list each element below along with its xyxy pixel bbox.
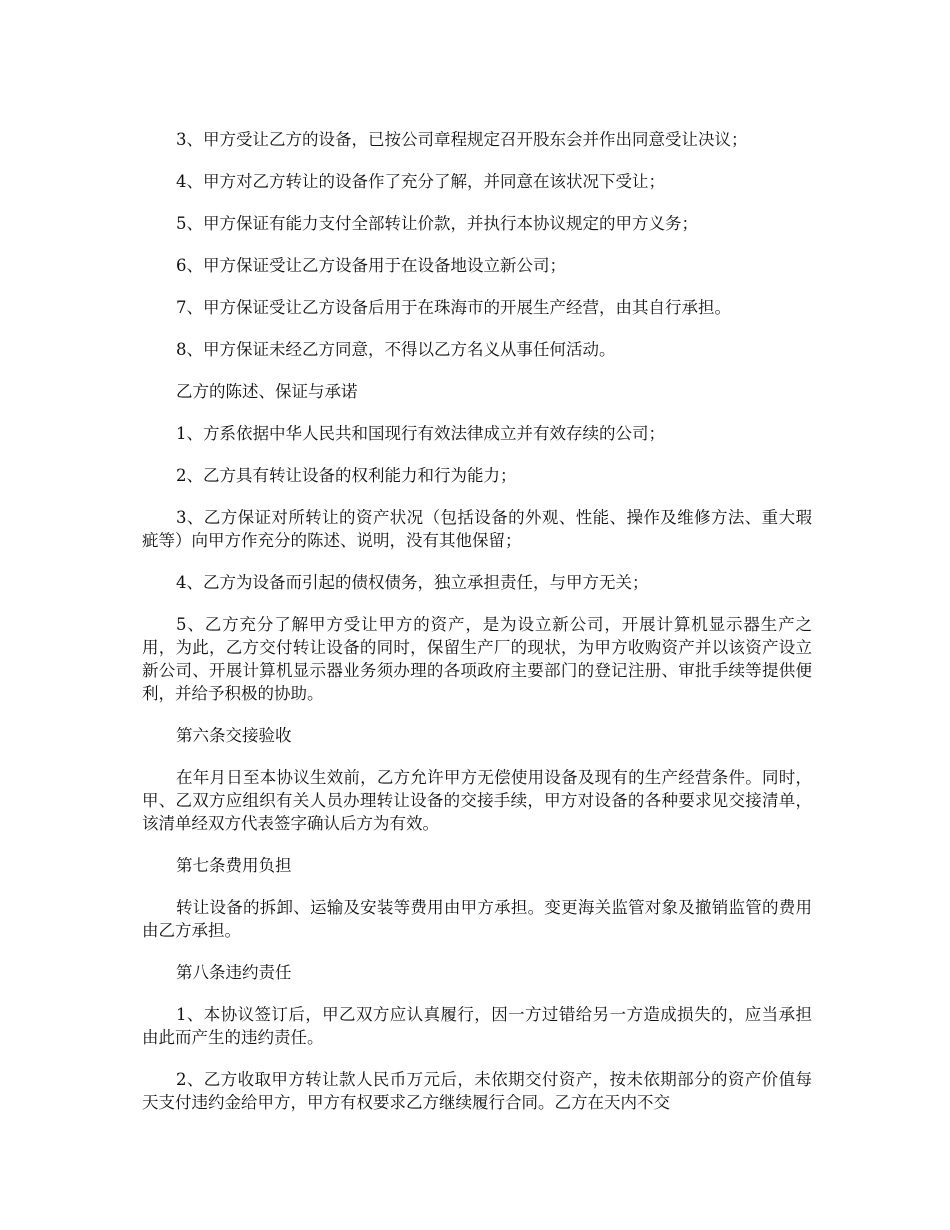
paragraph-10: 4、乙方为设备而引起的债权债务，独立承担责任，与甲方无关； — [176, 573, 649, 592]
paragraph-9: 3、乙方保证对所转让的资产状况（包括设备的外观、性能、操作及维修方法、重大瑕疵等）向甲方作充分的陈述、说明，没有其他保留； — [142, 508, 812, 550]
paragraph-4: 6、甲方保证受让乙方设备用于在设备地设立新公司； — [176, 256, 566, 275]
paragraph-6: 8、甲方保证未经乙方同意，不得以乙方名义从事任何活动。 — [176, 340, 616, 359]
article-8-heading: 第八条违约责任 — [176, 963, 292, 982]
paragraph-5: 7、甲方保证受让乙方设备后用于在珠海市的开展生产经营，由其自行承担。 — [176, 298, 731, 317]
paragraph-14: 1、本协议签订后，甲乙双方应认真履行，因一方过错给另一方造成损失的，应当承担由此而产生的违约责任。 — [142, 1005, 812, 1047]
paragraph-2: 4、甲方对乙方转让的设备作了充分了解，并同意在该状况下受让； — [176, 172, 665, 191]
paragraph-13: 转让设备的拆卸、运输及安装等费用由甲方承担。变更海关监管对象及撤销监管的费用由乙方承担。 — [142, 898, 812, 940]
article-7-heading: 第七条费用负担 — [176, 856, 292, 875]
paragraph-3: 5、甲方保证有能力支付全部转让价款，并执行本协议规定的甲方义务； — [176, 214, 698, 233]
paragraph-1: 3、甲方受让乙方的设备，已按公司章程规定召开股东会并作出同意受让决议； — [176, 130, 748, 149]
paragraph-11: 5、乙方充分了解甲方受让甲方的资产，是为设立新公司，开展计算机显示器生产之用，为此，乙方交付转让设备的同时，保留生产厂的现状，为甲方收购资产并以该资产设立新公司、开展计算机显示器业务须办理的各项政府主要部门的登记注册、审批手续等提供便利，并给予积极的协助。 — [142, 615, 812, 703]
document-body — [142, 128, 812, 1133]
article-6-heading: 第六条交接验收 — [176, 726, 292, 745]
paragraph-15: 2、乙方收取甲方转让款人民币万元后，未依期交付资产，按未依期部分的资产价值每天支付违约金给甲方，甲方有权要求乙方继续履行合同。乙方在天内不交 — [142, 1070, 812, 1112]
section-heading-party-b: 乙方的陈述、保证与承诺 — [176, 382, 358, 401]
paragraph-8: 2、乙方具有转让设备的权利能力和行为能力； — [176, 466, 517, 485]
paragraph-7: 1、方系依据中华人民共和国现行有效法律成立并有效存续的公司； — [176, 424, 665, 443]
paragraph-12: 在年月日至本协议生效前，乙方允许甲方无偿使用设备及现有的生产经营条件。同时，甲、乙双方应组织有关人员办理转让设备的交接手续，甲方对设备的各种要求见交接清单，该清单经双方代表签字确认后方为有效。 — [142, 768, 812, 833]
